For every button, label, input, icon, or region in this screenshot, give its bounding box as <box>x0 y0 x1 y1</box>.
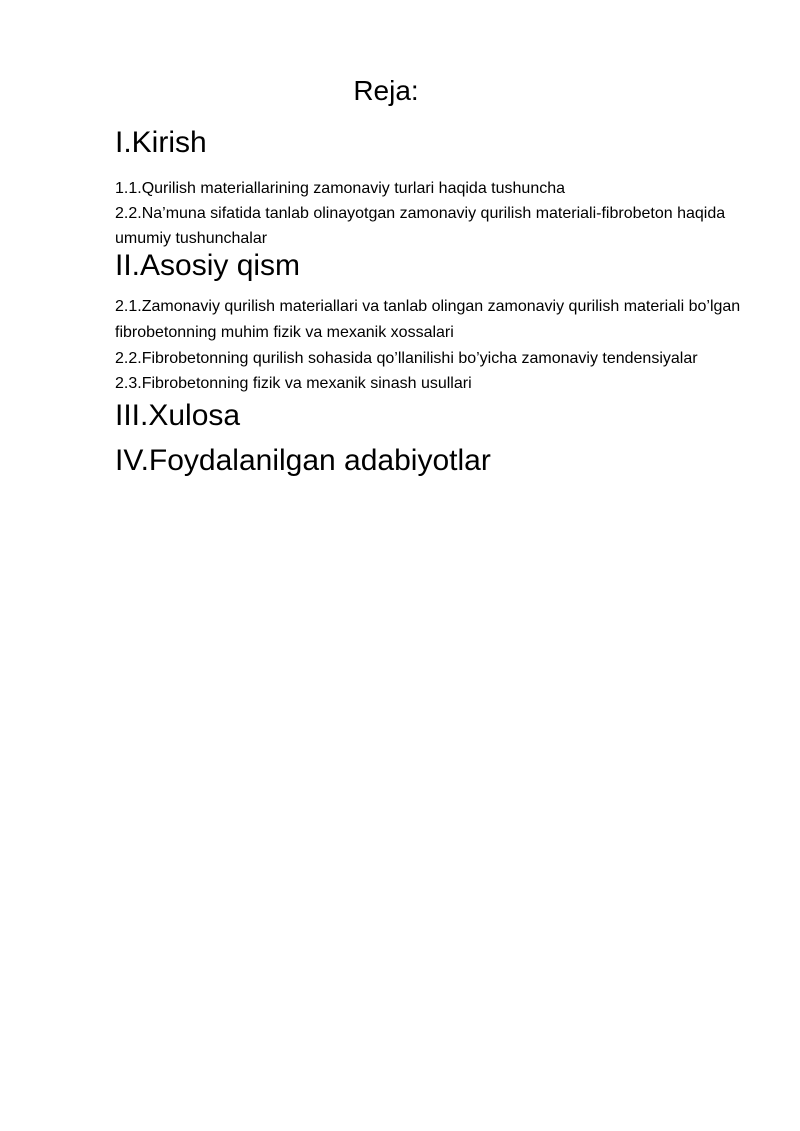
outline-item-2-1: 2.1.Zamonaviy qurilish materiallari va tanlab olingan zamonaviy qurilish materiali bo’lgan fibrobetonning muhim fizik va mexanik xossalari <box>115 298 741 341</box>
section-heading-kirish: I.Kirish <box>115 126 207 159</box>
outline-item-1-2: 2.2.Na’muna sifatida tanlab olinayotgan zamonaviy qurilish materiali-fibrobeton haqida umumiy tushunchalar <box>115 205 726 247</box>
section-heading-adabiyotlar: IV.Foydalanilgan adabiyotlar <box>115 444 491 477</box>
section-heading-xulosa: III.Xulosa <box>115 399 241 432</box>
outline-item-2-2: 2.2.Fibrobetonning qurilish sohasida qo’llanilishi bo’yicha zamonaviy tendensiyalar <box>115 350 698 367</box>
outline-item-2-3: 2.3.Fibrobetonning fizik va mexanik sinash usullari <box>115 375 472 392</box>
outline-item-1-1: 1.1.Qurilish materiallarining zamonaviy turlari haqida tushuncha <box>115 180 566 197</box>
page-title: Reja: <box>353 75 419 106</box>
plan-outline <box>115 124 745 480</box>
section-heading-asosiy-qism: II.Asosiy qism <box>115 249 301 282</box>
